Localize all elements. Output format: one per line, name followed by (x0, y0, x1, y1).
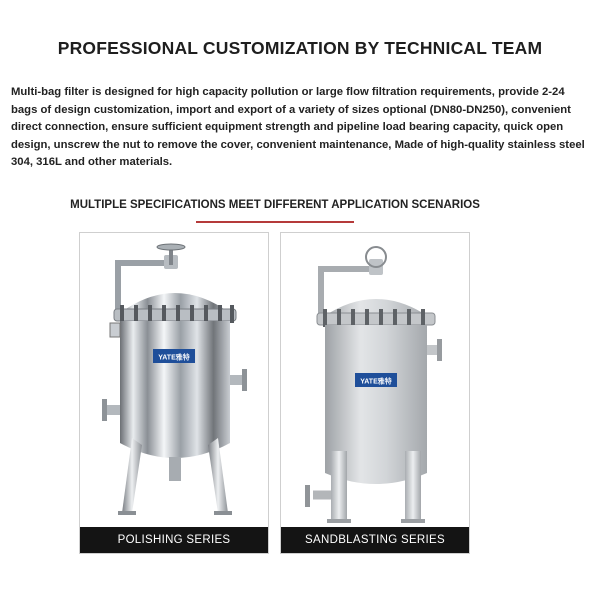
product-card-polishing[interactable] (79, 232, 269, 554)
product-description: Multi-bag filter is designed for high capacity pollution or large flow filtration requirements, provide 2-24 bags of design customization, import and export of a variety of sizes optional (DN80-DN250), convenient direct connection, ensure sufficient equipment strength and pipeline load bearing capacity, quick open design, unscrew the nut to remove the cover, convenient maintenance, Made of high-quality stainless steel 304, 316L and other materials. (11, 86, 585, 169)
subtitle-divider (196, 221, 354, 223)
brand-logo-right: YATE雅特 (360, 378, 392, 386)
polished-filter-image (80, 233, 269, 533)
caption-polishing-series: POLISHING SERIES (80, 527, 268, 553)
page-title: PROFESSIONAL CUSTOMIZATION BY TECHNICAL TEAM (57, 38, 543, 58)
brand-logo-left: YATE雅特 (158, 354, 190, 362)
sandblasted-filter-image (281, 233, 470, 533)
caption-sandblasting-series: SANDBLASTING SERIES (281, 527, 469, 553)
product-card-sandblasting[interactable] (280, 232, 470, 554)
section-subtitle: MULTIPLE SPECIFICATIONS MEET DIFFERENT APPLICATION SCENARIOS (70, 199, 480, 211)
